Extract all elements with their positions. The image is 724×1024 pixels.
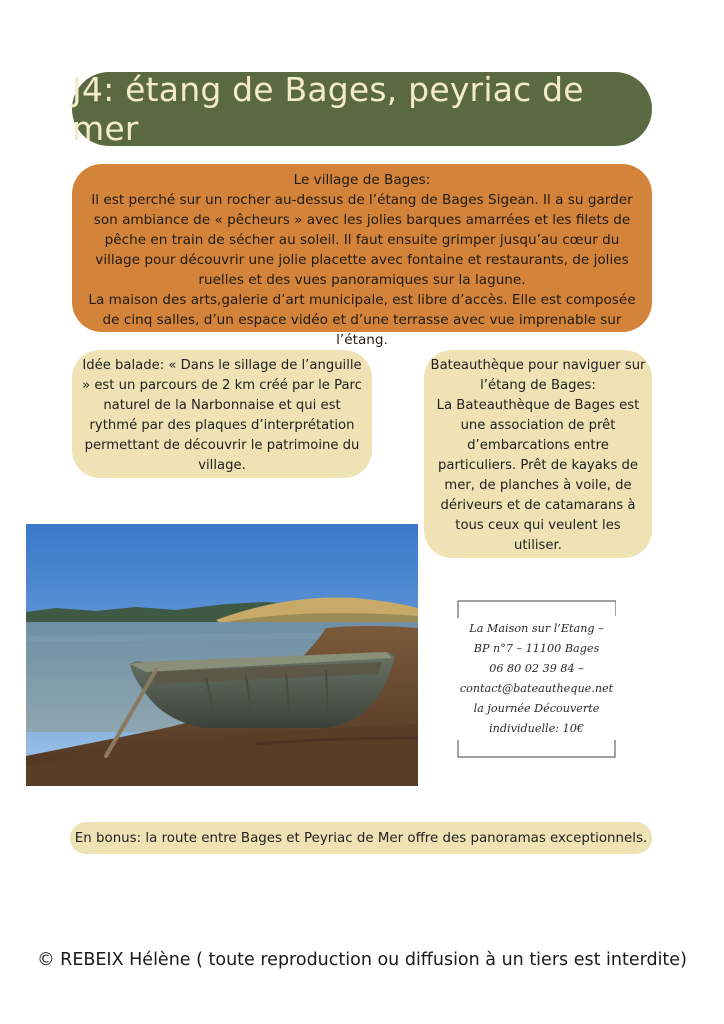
village-box bbox=[72, 164, 652, 348]
balade-text: Idée balade: « Dans le sillage de l’anguille » est un parcours de 2 km créé par le Parc naturel de la Narbonnaise et qui est rythmé par des plaques d’interprétation permettant de découvrir le patrimoine du village. bbox=[82, 358, 362, 473]
lagoon-boat-photo bbox=[26, 524, 418, 786]
bonus-banner bbox=[70, 822, 652, 854]
village-heading: Le village de Bages: bbox=[293, 172, 431, 188]
bateautheque-text: La Bateauthèque de Bages est une association de prêt d’embarcations entre particuliers. Prêt de kayaks de mer, de planches à voile, de dériveurs et de catamarans à tous ceux qui veulent les utiliser. bbox=[436, 398, 640, 553]
contact-line-5: la journée Découverte bbox=[473, 702, 600, 715]
bateautheque-box bbox=[424, 350, 652, 558]
balade-box bbox=[72, 350, 372, 478]
village-paragraph-2: La maison des arts,galerie d’art municipale, est libre d’accès. Elle est composée de cinq salles, d’un espace vidéo et d’une terrasse avec vue imprenable sur l’étang. bbox=[88, 292, 636, 348]
bonus-text: En bonus: la route entre Bages et Peyriac de Mer offre des panoramas exceptionnels. bbox=[74, 830, 648, 846]
bateautheque-heading: Bateauthèque pour naviguer sur l’étang de Bages: bbox=[430, 358, 646, 393]
contact-card bbox=[457, 600, 616, 758]
village-paragraph-1: Il est perché sur un rocher au-dessus de l’étang de Bages Sigean. Il a su garder son ambiance de « pêcheurs » avec les jolies barques amarrées et les filets de pêche en train de sécher au soleil. Il faut ensuite grimper jusqu’au cœur du village pour découvrir une jolie placette avec fontaine et restaurants, de jolies ruelles et des vues panoramiques sur la lagune. bbox=[91, 192, 633, 288]
contact-price: individuelle: 10€ bbox=[489, 722, 584, 735]
contact-line-1: La Maison sur l’Etang – bbox=[469, 622, 604, 635]
copyright-footer: © REBEIX Hélène ( toute reproduction ou diffusion à un tiers est interdite) bbox=[37, 950, 687, 970]
contact-phone: 06 80 02 39 84 – bbox=[489, 662, 584, 675]
contact-email[interactable]: contact@bateautheque.net bbox=[459, 682, 614, 695]
page-title: J4: étang de Bages, peyriac de mer bbox=[72, 70, 584, 148]
contact-line-2: BP n°7 – 11100 Bages bbox=[473, 642, 600, 655]
title-banner bbox=[72, 72, 652, 146]
